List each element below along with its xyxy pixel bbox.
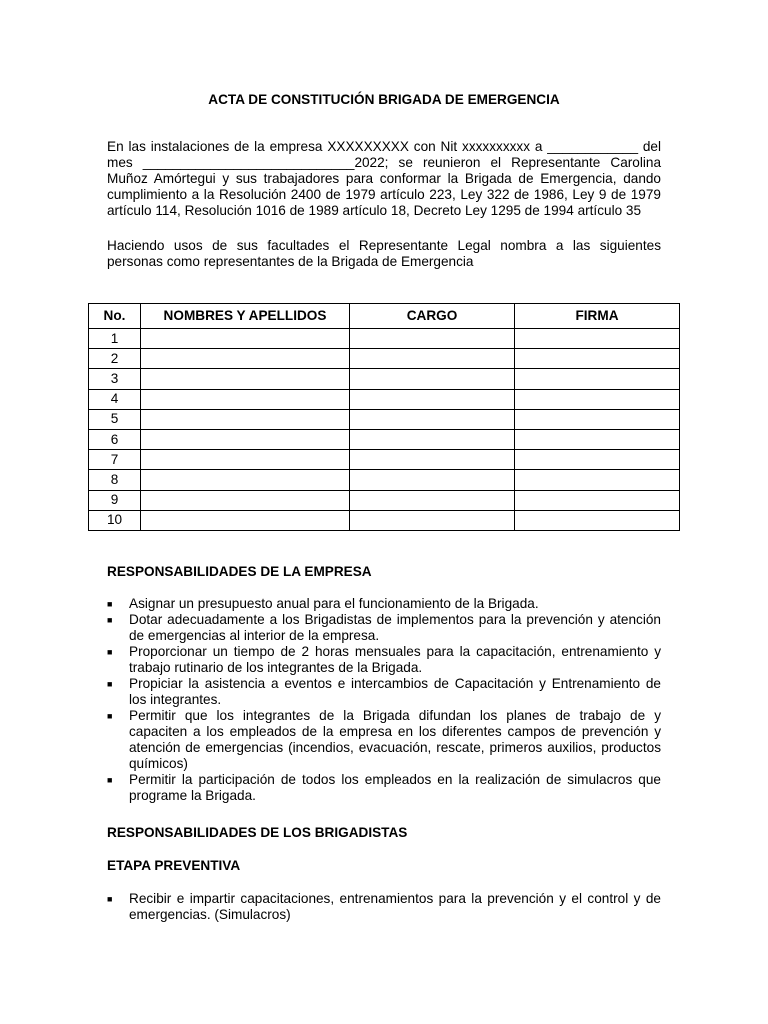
list-item xyxy=(107,708,661,772)
name-cell[interactable] xyxy=(141,429,350,449)
company-responsibilities-list xyxy=(107,596,661,804)
name-cell[interactable] xyxy=(141,470,350,490)
list-item-line: atención de emergencias (incendios, evacuación, rescate, primeros auxilios, productos xyxy=(129,740,661,755)
list-item-line: Dotar adecuadamente a los Brigadistas de implementos para la prevención y atención xyxy=(129,612,661,627)
position-cell[interactable] xyxy=(350,429,515,449)
name-cell[interactable] xyxy=(141,490,350,510)
position-cell[interactable] xyxy=(350,409,515,429)
list-item-text xyxy=(129,612,661,644)
signature-cell[interactable] xyxy=(515,490,680,510)
square-bullet-icon: ■ xyxy=(107,615,113,625)
list-item-line: de emergencias al interior de la empresa. xyxy=(129,628,380,643)
table-row xyxy=(89,450,680,470)
table-row xyxy=(89,369,680,389)
list-item-text xyxy=(129,891,661,923)
list-item-line: trabajo rutinario de los integrantes de la Brigada. xyxy=(129,660,423,675)
company-responsibilities-heading: RESPONSABILIDADES DE LA EMPRESA xyxy=(107,564,372,579)
list-item-line: Propiciar la asistencia a eventos e intercambios de Capacitación y Entrenamiento de xyxy=(129,676,661,691)
signature-cell[interactable] xyxy=(515,429,680,449)
position-cell[interactable] xyxy=(350,349,515,369)
appointment-line: personas como representantes de la Brigada de Emergencia xyxy=(107,254,474,269)
list-item xyxy=(107,891,661,923)
signature-cell[interactable] xyxy=(515,329,680,349)
name-cell[interactable] xyxy=(141,349,350,369)
square-bullet-icon: ■ xyxy=(107,647,113,657)
list-item-text xyxy=(129,596,661,612)
table-row xyxy=(89,389,680,409)
signature-cell[interactable] xyxy=(515,470,680,490)
position-cell[interactable] xyxy=(350,450,515,470)
square-bullet-icon: ■ xyxy=(107,894,113,904)
signature-cell[interactable] xyxy=(515,369,680,389)
list-item-line: Permitir que los integrantes de la Brigada difundan los planes de trabajo de y xyxy=(129,708,661,723)
list-item-text xyxy=(129,708,661,772)
square-bullet-icon: ■ xyxy=(107,775,113,785)
row-number: 5 xyxy=(89,409,141,429)
position-cell[interactable] xyxy=(350,329,515,349)
row-number: 1 xyxy=(89,329,141,349)
name-cell[interactable] xyxy=(141,409,350,429)
list-item-line: Proporcionar un tiempo de 2 horas mensuales para la capacitación, entrenamiento y xyxy=(129,644,661,659)
signature-cell[interactable] xyxy=(515,450,680,470)
intro-line: artículo 114, Resolución 1016 de 1989 artículo 18, Decreto Ley 1295 de 1994 artículo 35 xyxy=(107,203,642,218)
position-cell[interactable] xyxy=(350,369,515,389)
brigade-members-table xyxy=(88,303,680,531)
table-row xyxy=(89,409,680,429)
preventive-stage-heading: ETAPA PREVENTIVA xyxy=(107,858,241,873)
header-number: No. xyxy=(89,304,141,329)
brigadistas-responsibilities-heading: RESPONSABILIDADES DE LOS BRIGADISTAS xyxy=(107,825,408,840)
intro-paragraph xyxy=(107,139,661,219)
intro-line: cumplimiento a la Resolución 2400 de 1979 artículo 223, Ley 322 de 1986, Ley 9 de 1979 xyxy=(107,187,661,202)
name-cell[interactable] xyxy=(141,369,350,389)
row-number: 4 xyxy=(89,389,141,409)
list-item-text xyxy=(129,772,661,804)
list-item-line: los integrantes. xyxy=(129,692,222,707)
signature-cell[interactable] xyxy=(515,510,680,530)
row-number: 10 xyxy=(89,510,141,530)
row-number: 7 xyxy=(89,450,141,470)
list-item-text xyxy=(129,676,661,708)
table-row xyxy=(89,490,680,510)
appointment-paragraph xyxy=(107,238,661,270)
list-item xyxy=(107,644,661,676)
list-item-line: capaciten a los empleados de la empresa en los diferentes campos de prevención y xyxy=(129,724,661,739)
row-number: 2 xyxy=(89,349,141,369)
list-item xyxy=(107,676,661,708)
list-item-line: Recibir e impartir capacitaciones, entrenamientos para la prevención y el control y de xyxy=(129,891,661,906)
list-item-text xyxy=(129,644,661,676)
intro-line: mes ____________________________2022; se reunieron el Representante Carolina xyxy=(107,155,661,170)
row-number: 9 xyxy=(89,490,141,510)
name-cell[interactable] xyxy=(141,329,350,349)
table-row xyxy=(89,349,680,369)
position-cell[interactable] xyxy=(350,470,515,490)
list-item-line: programe la Brigada. xyxy=(129,788,256,803)
signature-cell[interactable] xyxy=(515,349,680,369)
header-signature: FIRMA xyxy=(515,304,680,329)
signature-cell[interactable] xyxy=(515,409,680,429)
intro-line: En las instalaciones de la empresa XXXXXXXXX con Nit xxxxxxxxxx a ____________ del xyxy=(107,139,661,154)
list-item-line: Asignar un presupuesto anual para el funcionamiento de la Brigada. xyxy=(129,596,539,611)
list-item-line: Permitir la participación de todos los empleados en la realización de simulacros que xyxy=(129,772,661,787)
header-names: NOMBRES Y APELLIDOS xyxy=(141,304,350,329)
table-header-row xyxy=(89,304,680,329)
square-bullet-icon: ■ xyxy=(107,599,113,609)
intro-line: Muñoz Amórtegui y sus trabajadores para conformar la Brigada de Emergencia, dando xyxy=(107,171,661,186)
row-number: 8 xyxy=(89,470,141,490)
signature-cell[interactable] xyxy=(515,389,680,409)
name-cell[interactable] xyxy=(141,450,350,470)
table-row xyxy=(89,429,680,449)
square-bullet-icon: ■ xyxy=(107,711,113,721)
row-number: 3 xyxy=(89,369,141,389)
list-item-line: químicos) xyxy=(129,756,188,771)
name-cell[interactable] xyxy=(141,510,350,530)
list-item xyxy=(107,612,661,644)
preventive-stage-list xyxy=(107,891,661,923)
document-title: ACTA DE CONSTITUCIÓN BRIGADA DE EMERGENCIA xyxy=(208,92,560,107)
table-row xyxy=(89,329,680,349)
position-cell[interactable] xyxy=(350,389,515,409)
list-item-line: emergencias. (Simulacros) xyxy=(129,907,291,922)
row-number: 6 xyxy=(89,429,141,449)
table-row xyxy=(89,470,680,490)
header-position: CARGO xyxy=(350,304,515,329)
table-row xyxy=(89,510,680,530)
position-cell[interactable] xyxy=(350,510,515,530)
name-cell[interactable] xyxy=(141,389,350,409)
position-cell[interactable] xyxy=(350,490,515,510)
list-item xyxy=(107,772,661,804)
square-bullet-icon: ■ xyxy=(107,679,113,689)
list-item xyxy=(107,596,661,612)
appointment-line: Haciendo usos de sus facultades el Representante Legal nombra a las siguientes xyxy=(107,238,661,253)
